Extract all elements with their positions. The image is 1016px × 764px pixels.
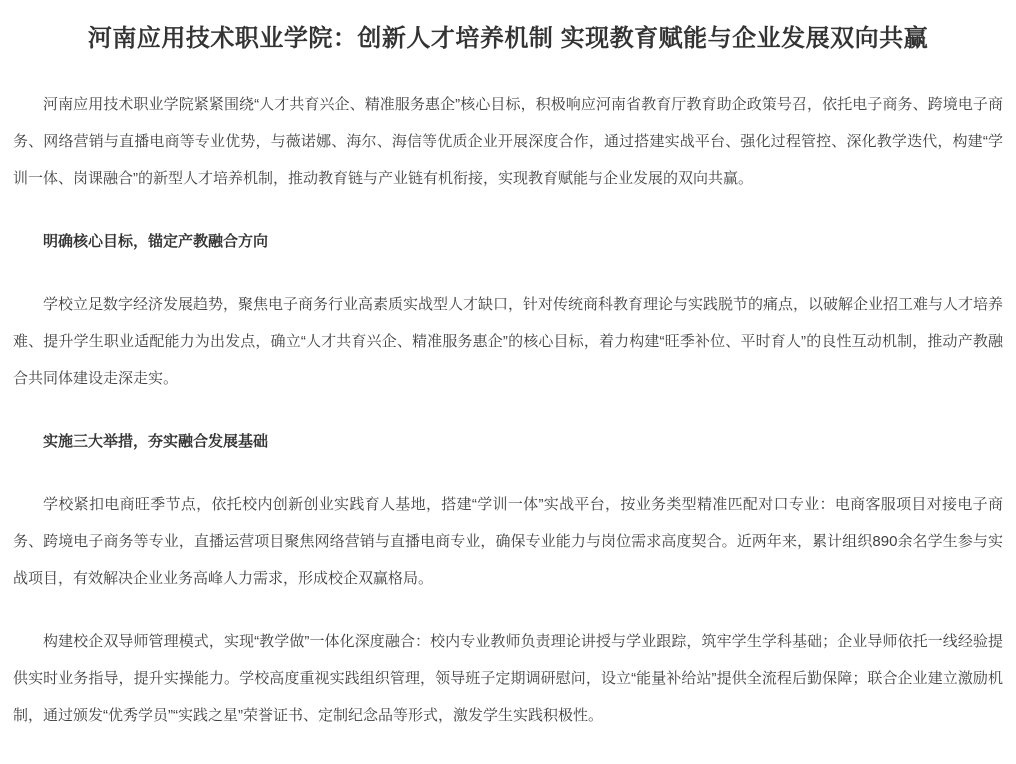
paragraph-dual-mentor: 构建校企双导师管理模式，实现“教学做”一体化深度融合：校内专业教师负责理论讲授与学业跟踪，筑牢学生学科基础；企业导师依托一线经验提供实时业务指导，提升实操能力。学校高度重视实践组织管理，领导班子定期调研慰问，设立“能量补给站”提供全流程后勤保障；联合企业建立激励机制，通过颁发“优秀学员”“实践之星”荣誉证书、定制纪念品等形式，激发学生实践积极性。	[13, 633, 1003, 724]
article-title: 河南应用技术职业学院：创新人才培养机制 实现教育赋能与企业发展双向共赢	[87, 25, 929, 52]
paragraph-core-goals: 学校立足数字经济发展趋势，聚焦电子商务行业高素质实战型人才缺口，针对传统商科教育理论与实践脱节的痛点，以破解企业招工难与人才培养难、提升学生职业适配能力为出发点，确立“人才共育兴企、精准服务惠企”的核心目标，着力构建“旺季补位、平时育人”的良性互动机制，推动产教融合共同体建设走深走实。	[13, 296, 1004, 387]
paragraph-intro: 河南应用技术职业学院紧紧围绕“人才共育兴企、精准服务惠企”核心目标，积极响应河南省教育厅教育助企政策号召，依托电子商务、跨境电子商务、网络营销与直播电商等专业优势，与薇诺娜、海尔、海信等优质企业开展深度合作，通过搭建实战平台、强化过程管控、深化教学迭代，构建“学训一体、岗课融合”的新型人才培养机制，推动教育链与产业链有机衔接，实现教育赋能与企业发展的双向共赢。	[13, 96, 1003, 187]
section-heading-three-measures: 实施三大举措，夯实融合发展基础	[43, 433, 269, 450]
paragraph-practice-platform: 学校紧扣电商旺季节点，依托校内创新创业实践育人基地，搭建“学训一体”实战平台，按业务类型精准匹配对口专业：电商客服项目对接电子商务、跨境电子商务等专业，直播运营项目聚焦网络营销与直播电商专业，确保专业能力与岗位需求高度契合。近两年来，累计组织890余名学生参与实战项目，有效解决企业业务高峰人力需求，形成校企双赢格局。	[13, 496, 1003, 587]
section-heading-core-goals: 明确核心目标，锚定产教融合方向	[43, 233, 269, 250]
